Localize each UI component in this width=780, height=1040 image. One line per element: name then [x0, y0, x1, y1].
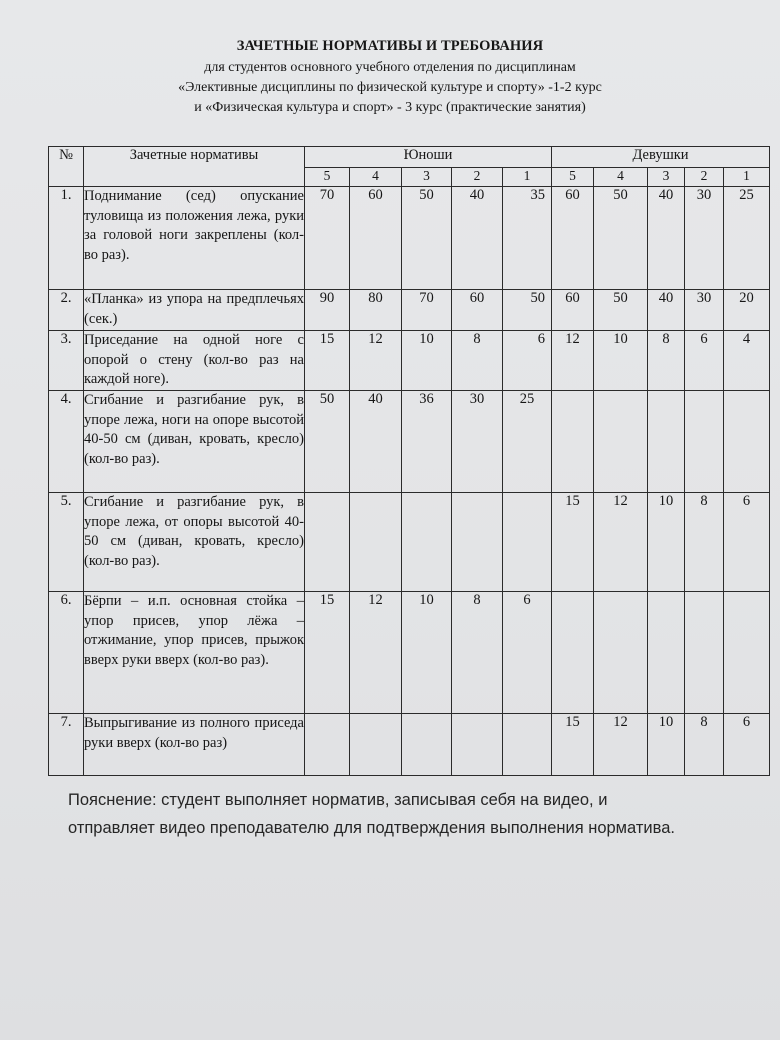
boys-grade-2: 30 — [452, 391, 503, 493]
row-standard: Сгибание и разгибание рук, в упоре лежа, ноги на опоре высотой 40-50 см (диван, кровать, кресло) (кол-во раз). — [84, 391, 305, 493]
row-number: 2. — [49, 290, 84, 331]
header-standards: Зачетные нормативы — [84, 147, 305, 187]
boys-grade-2: 8 — [452, 592, 503, 714]
boys-grade-4: 40 — [350, 391, 402, 493]
boys-grade-3: 36 — [402, 391, 452, 493]
table-row — [49, 391, 770, 493]
girls-grade-2: 8 — [685, 714, 724, 776]
boys-grade-2 — [452, 493, 503, 592]
girls-grade-3: 10 — [648, 493, 685, 592]
table-row — [49, 187, 770, 290]
header-grade: 4 — [594, 168, 648, 187]
girls-grade-3 — [648, 391, 685, 493]
table-row — [49, 714, 770, 776]
row-standard: Бёрпи – и.п. основная стойка – упор присев, упор лёжа – отжимание, упор присев, прыжок вверх руки вверх (кол-во раз). — [84, 592, 305, 714]
table-row — [49, 290, 770, 331]
boys-grade-1: 6 — [503, 592, 552, 714]
row-number: 1. — [49, 187, 84, 290]
row-number: 6. — [49, 592, 84, 714]
table-row — [49, 493, 770, 592]
subtitle-line-3: и «Физическая культура и спорт» - 3 курс (практические занятия) — [194, 100, 586, 115]
boys-grade-1: 50 — [503, 290, 552, 331]
girls-grade-1: 20 — [724, 290, 770, 331]
header-grade: 5 — [305, 168, 350, 187]
girls-grade-3 — [648, 592, 685, 714]
girls-grade-3: 8 — [648, 331, 685, 391]
boys-grade-2: 8 — [452, 331, 503, 391]
boys-grade-3: 10 — [402, 331, 452, 391]
note-line-2: отправляет видео преподавателю для подтверждения выполнения норматива. — [68, 819, 675, 837]
header-grade: 1 — [503, 168, 552, 187]
boys-grade-3 — [402, 714, 452, 776]
header-grade: 3 — [648, 168, 685, 187]
girls-grade-4: 50 — [594, 187, 648, 290]
row-standard: Приседание на одной ноге с опорой о стену (кол-во раз на каждой ноге). — [84, 331, 305, 391]
boys-grade-3: 70 — [402, 290, 452, 331]
boys-grade-1 — [503, 714, 552, 776]
girls-grade-4 — [594, 391, 648, 493]
boys-grade-2 — [452, 714, 503, 776]
table-row — [49, 592, 770, 714]
boys-grade-4: 12 — [350, 592, 402, 714]
row-number: 3. — [49, 331, 84, 391]
row-standard: «Планка» из упора на предплечьях (сек.) — [84, 290, 305, 331]
boys-grade-1 — [503, 493, 552, 592]
girls-grade-4 — [594, 592, 648, 714]
girls-grade-5: 60 — [552, 290, 594, 331]
girls-grade-1: 6 — [724, 493, 770, 592]
boys-grade-5 — [305, 493, 350, 592]
boys-grade-3: 50 — [402, 187, 452, 290]
boys-grade-5: 15 — [305, 592, 350, 714]
boys-grade-2: 60 — [452, 290, 503, 331]
boys-grade-4: 80 — [350, 290, 402, 331]
row-standard: Поднимание (сед) опускание туловища из положения лежа, руки за головой ноги закреплены (кол-во раз). — [84, 187, 305, 290]
table-header-row — [49, 147, 770, 168]
header-grade: 2 — [452, 168, 503, 187]
boys-grade-1: 25 — [503, 391, 552, 493]
header-grade: 3 — [402, 168, 452, 187]
boys-grade-5: 50 — [305, 391, 350, 493]
subtitle-line-2: «Элективные дисциплины по физической культуре и спорту» -1-2 курс — [178, 80, 602, 95]
girls-grade-1 — [724, 592, 770, 714]
girls-grade-5: 12 — [552, 331, 594, 391]
girls-grade-2: 30 — [685, 187, 724, 290]
header-grade: 2 — [685, 168, 724, 187]
note-line-1: Пояснение: студент выполняет норматив, записывая себя на видео, и — [68, 791, 608, 809]
girls-grade-2: 6 — [685, 331, 724, 391]
girls-grade-3: 40 — [648, 290, 685, 331]
boys-grade-3: 10 — [402, 592, 452, 714]
girls-grade-4: 10 — [594, 331, 648, 391]
table-row — [49, 331, 770, 391]
boys-grade-4 — [350, 493, 402, 592]
girls-grade-4: 12 — [594, 714, 648, 776]
header-grade: 4 — [350, 168, 402, 187]
girls-grade-1: 25 — [724, 187, 770, 290]
girls-grade-1: 6 — [724, 714, 770, 776]
header-grade: 5 — [552, 168, 594, 187]
explanation-note — [68, 786, 768, 842]
girls-grade-2: 30 — [685, 290, 724, 331]
girls-grade-1: 4 — [724, 331, 770, 391]
standards-table — [48, 146, 770, 776]
boys-grade-5: 15 — [305, 331, 350, 391]
row-number: 7. — [49, 714, 84, 776]
row-standard: Выпрыгивание из полного приседа руки вверх (кол-во раз) — [84, 714, 305, 776]
girls-grade-4: 50 — [594, 290, 648, 331]
boys-grade-1: 35 — [503, 187, 552, 290]
subtitle-line-1: для студентов основного учебного отделения по дисциплинам — [204, 60, 576, 75]
header-girls: Девушки — [552, 147, 770, 168]
girls-grade-5 — [552, 391, 594, 493]
girls-grade-3: 10 — [648, 714, 685, 776]
girls-grade-5 — [552, 592, 594, 714]
girls-grade-2 — [685, 592, 724, 714]
row-standard: Сгибание и разгибание рук, в упоре лежа, от опоры высотой 40-50 см (диван, кровать, кресло) (кол-во раз). — [84, 493, 305, 592]
header-boys: Юноши — [305, 147, 552, 168]
boys-grade-3 — [402, 493, 452, 592]
boys-grade-4 — [350, 714, 402, 776]
girls-grade-2 — [685, 391, 724, 493]
document-title: ЗАЧЕТНЫЕ НОРМАТИВЫ И ТРЕБОВАНИЯ — [236, 38, 544, 54]
girls-grade-5: 60 — [552, 187, 594, 290]
girls-grade-4: 12 — [594, 493, 648, 592]
boys-grade-4: 12 — [350, 331, 402, 391]
header-grade: 1 — [724, 168, 770, 187]
girls-grade-5: 15 — [552, 714, 594, 776]
header-number: № — [49, 147, 84, 187]
boys-grade-1: 6 — [503, 331, 552, 391]
girls-grade-3: 40 — [648, 187, 685, 290]
row-number: 4. — [49, 391, 84, 493]
girls-grade-1 — [724, 391, 770, 493]
boys-grade-2: 40 — [452, 187, 503, 290]
boys-grade-4: 60 — [350, 187, 402, 290]
boys-grade-5: 90 — [305, 290, 350, 331]
boys-grade-5: 70 — [305, 187, 350, 290]
boys-grade-5 — [305, 714, 350, 776]
row-number: 5. — [49, 493, 84, 592]
girls-grade-5: 15 — [552, 493, 594, 592]
girls-grade-2: 8 — [685, 493, 724, 592]
